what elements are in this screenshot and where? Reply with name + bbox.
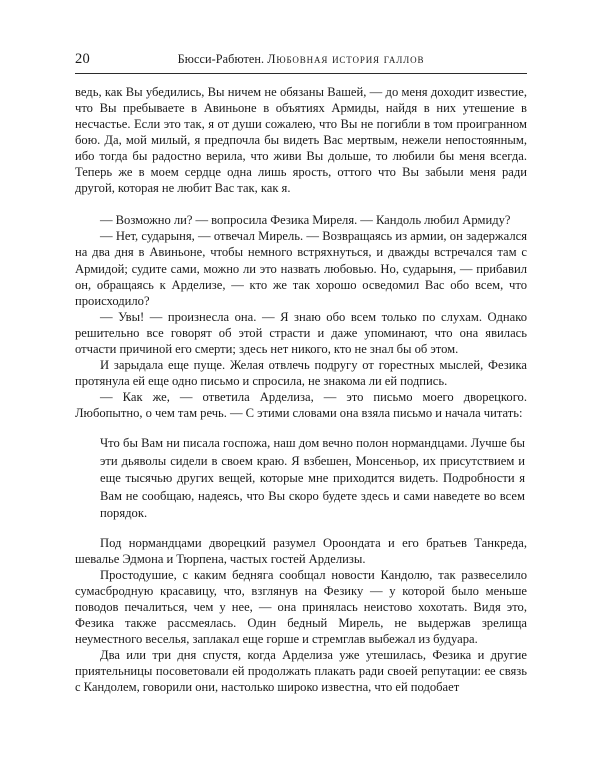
quoted-letter-text: Что бы Вам ни писала госпожа, наш дом вечно полон нормандцами. Лучше бы эти дьяволы сидели в своем краю. Я взбешен, Монсеньор, их присутствием и еще тысячью других вещей, которые мне приходится видеть. Подробности я Вам не сообщаю, надеясь, что Вы скоро будете здесь и сами наведете во всем порядок. [100,435,525,521]
paragraph-dialogue-2: — Нет, сударыня, — отвечал Мирель. — Возвращаясь из армии, он задержался на два дня в Авиньоне, чтобы немного встряхнуться, и дважды встречался там с Армидой; судите сами, можно ли это назвать любовью. Но, сударыня, — прибавил он, обращаясь к Арделизе, — кто же так хорошо осведомил Вас обо всем, что происходило? [75,229,527,308]
running-title [75,50,527,68]
paragraph-narration-3: Простодушие, с каким бедняга сообщал новости Кандолю, так развеселило сумасбродную красавицу, что, взглянув на Фезику — у которой было меньше поводов печалиться, чем у нее, — она принялась неистово хохотать. Видя это, Фезика также рассмеялась. Один бедный Мирель, не выдержав зрелища неуместного веселья, заплакал еще горше и стремглав выбежал из будуара. [75,568,527,647]
running-title-author: Бюсси-Рабютен. [177,52,265,66]
paragraph-dialogue-3: — Увы! — произнесла она. — Я знаю обо всем только по слухам. Однако решительно все говорят об этой страсти и даже упоминают, что она явилась отчасти причиной его смерти; здесь нет никого, кто не знал бы об этом. [75,309,527,356]
paragraph-dialogue-1: — Возможно ли? — вопросила Фезика Миреля. — Кандоль любил Армиду? [100,213,511,228]
running-header [75,50,527,70]
paragraph-dialogue-4: — Как же, — ответила Арделиза, — это письмо моего дворецкого. Любопытно, о чем там речь. — С этими словами она взяла письмо и начала читать: [75,389,527,420]
paragraph-letter-continuation: ведь, как Вы убедились, Вы ничем не обязаны Вашей, — до меня доходит известие, что Вы пребываете в Авиньоне в объятиях Армиды, найдя в них утешение в несчастье. Если это так, я от души сожалею, что Вы не погибли в том проигранном бою. Да, мой милый, я предпочла бы видеть Вас мертвым, нежели непостоянным, ибо тогда бы радостно верила, что живи Вы дольше, то любили бы меня всегда. Теперь же в моем сердце одна лишь ярость, оттого что Вы забыли меня ради другой, которая не любит Вас так, как я. [75,85,527,196]
paragraph-narration-4: Два или три дня спустя, когда Арделиза уже утешилась, Фезика и другие приятельницы посоветовали ей продолжать плакать ради своей репутации: ее связь с Кандолем, говорили они, настолько широко известна, что ей подобает [75,648,527,695]
paragraph-narration-2: Под нормандцами дворецкий разумел Ороондата и его братьев Танкреда, шевалье Эдмона и Тюрпена, частых гостей Арделизы. [75,535,527,566]
running-title-work: Любовная история галлов [267,52,425,66]
quoted-letter-block [75,435,527,523]
paragraph-spacer [75,196,527,212]
header-divider-rule [75,73,527,74]
paragraph-narration-1: И зарыдала еще пуще. Желая отвлечь подругу от горестных мыслей, Фезика протянула ей еще одно письмо и спросила, не знакома ли ей подпись. [75,357,527,388]
text-block [75,84,527,695]
page-number: 20 [75,51,91,67]
